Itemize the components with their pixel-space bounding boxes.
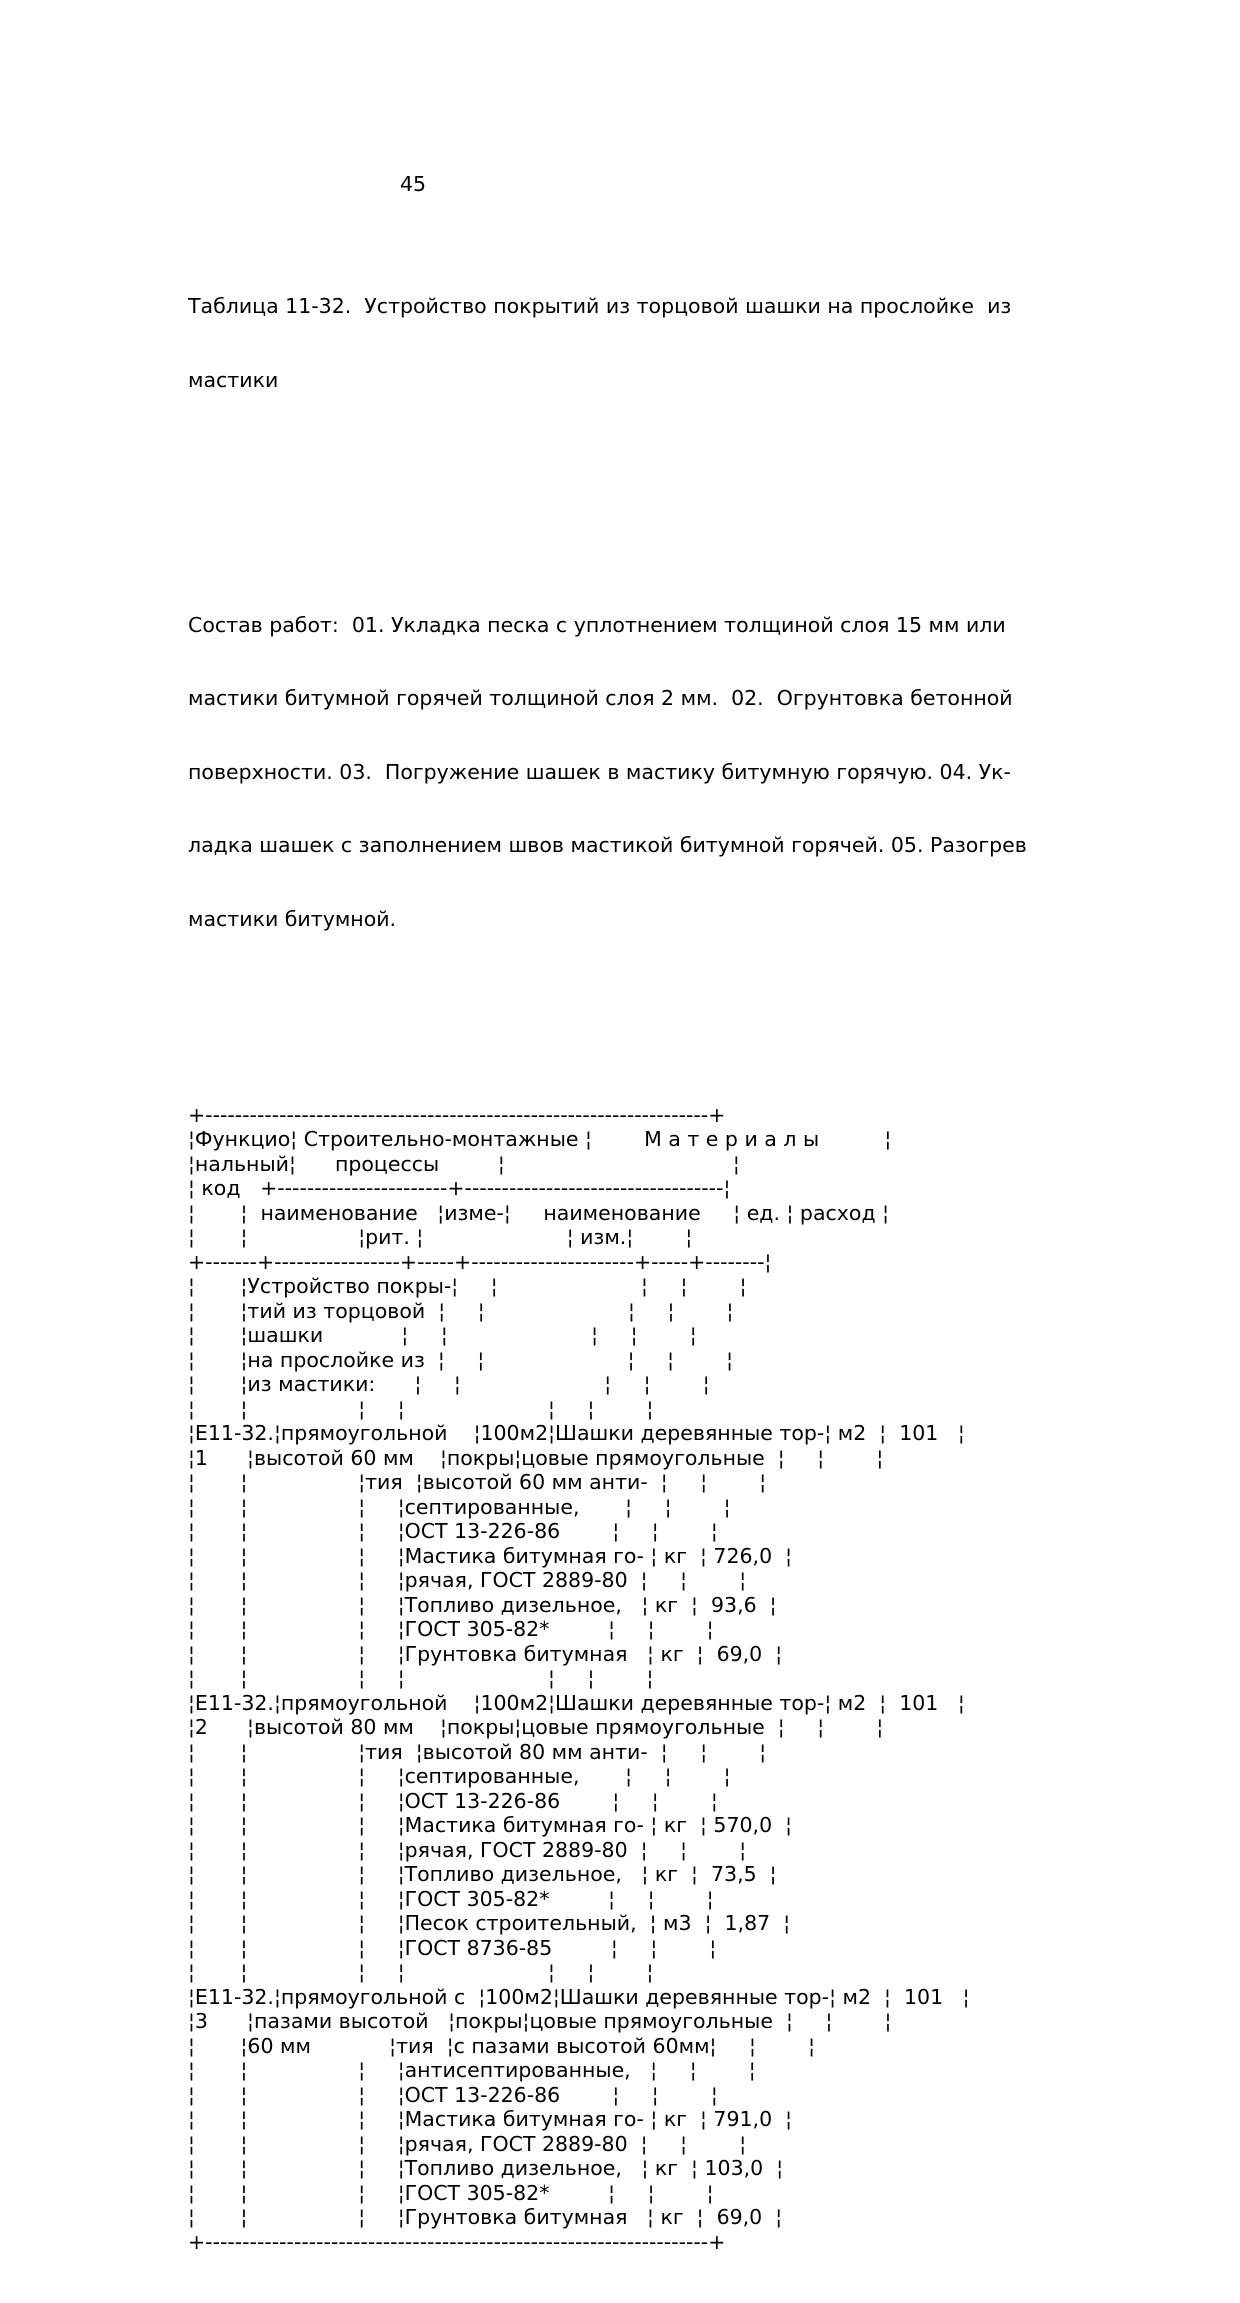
table-line: ¦ ¦тий из торцовой ¦ ¦ ¦ ¦ ¦ <box>188 1298 734 1323</box>
table-line: ¦ ¦ ¦ ¦антисептированные, ¦ ¦ ¦ <box>188 2058 756 2082</box>
table-line: ¦ ¦ ¦ ¦ОСТ 13-226-86 ¦ ¦ ¦ <box>188 2082 718 2107</box>
table-line: ¦ ¦ ¦ ¦Топливо дизельное, ¦ кг ¦ 103,0 ¦ <box>188 2156 784 2180</box>
table-line: ¦ ¦ ¦ ¦ГОСТ 305-82* ¦ ¦ ¦ <box>188 2180 714 2205</box>
table-line: ¦ ¦ ¦ ¦ОСТ 13-226-86 ¦ ¦ ¦ <box>188 1788 718 1813</box>
table-line: ¦ ¦ ¦ ¦Топливо дизельное, ¦ кг ¦ 93,6 ¦ <box>188 1592 777 1617</box>
work-composition <box>188 564 1027 981</box>
table-line: ¦Е11-32.¦прямоугольной ¦100м2¦Шашки деревянные тор-¦ м2 ¦ 101 ¦ <box>188 1690 965 1715</box>
title-line: Таблица 11-32. Устройство покрытий из торцовой шашки на прослойке из <box>188 294 1012 318</box>
table-line: ¦ ¦ ¦тия ¦высотой 80 мм анти- ¦ ¦ ¦ <box>188 1739 767 1764</box>
table-line: ¦2 ¦высотой 80 мм ¦покры¦цовые прямоугольные ¦ ¦ ¦ <box>188 1715 884 1739</box>
work-composition-line: мастики битумной горячей толщиной слоя 2 мм. 02. Огрунтовка бетонной <box>188 686 1013 710</box>
table-line: ¦ ¦ ¦ ¦Грунтовка битумная ¦ кг ¦ 69,0 ¦ <box>188 2205 783 2229</box>
table-line: ¦ ¦ ¦рит. ¦ ¦ изм.¦ ¦ <box>188 1225 693 1249</box>
table-line: ¦ ¦ ¦ ¦Грунтовка битумная ¦ кг ¦ 69,0 ¦ <box>188 1641 783 1666</box>
table-line: ¦ ¦ ¦ ¦ ¦ ¦ ¦ <box>188 1396 654 1421</box>
work-composition-line: Состав работ: 01. Укладка песка с уплотнением толщиной слоя 15 мм или <box>188 612 1006 637</box>
table-line: ¦ ¦ ¦ ¦Мастика битумная го- ¦ кг ¦ 726,0 ¦ <box>188 1543 793 1568</box>
materials-table <box>188 1103 1027 2255</box>
table-line: ¦1 ¦высотой 60 мм ¦покры¦цовые прямоугольные ¦ ¦ ¦ <box>188 1445 884 1470</box>
table-line: ¦ ¦ ¦ ¦септированные, ¦ ¦ ¦ <box>188 1494 731 1519</box>
table-line: ¦ ¦ ¦ ¦ ¦ ¦ ¦ <box>188 1960 654 1984</box>
table-line: ¦ ¦ ¦ ¦рячая, ГОСТ 2889-80 ¦ ¦ ¦ <box>188 2131 747 2156</box>
table-line: ¦ ¦ наименование ¦изме-¦ наименование ¦ ед. ¦ расход ¦ <box>188 1200 890 1225</box>
table-line: ¦ ¦из мастики: ¦ ¦ ¦ ¦ ¦ <box>188 1372 710 1396</box>
table-line: +-------+-----------------+-----+----------------------+-----+--------¦ <box>188 1249 772 1274</box>
table-line: ¦ ¦60 мм ¦тия ¦с пазами высотой 60мм¦ ¦ ¦ <box>188 2033 815 2058</box>
page-number: 45 <box>400 172 427 196</box>
table-line: ¦ код +-----------------------+-----------------------------------¦ <box>188 1176 731 1200</box>
table-line: ¦ ¦ ¦ ¦септированные, ¦ ¦ ¦ <box>188 1764 731 1788</box>
table-line: ¦ ¦ ¦ ¦Мастика битумная го- ¦ кг ¦ 791,0 ¦ <box>188 2107 793 2131</box>
table-line: ¦ ¦ ¦ ¦ОСТ 13-226-86 ¦ ¦ ¦ <box>188 1519 718 1543</box>
table-line: ¦ ¦ ¦тия ¦высотой 60 мм анти- ¦ ¦ ¦ <box>188 1470 767 1494</box>
table-line: ¦ ¦на прослойке из ¦ ¦ ¦ ¦ ¦ <box>188 1347 734 1372</box>
work-composition-line: ладка шашек с заполнением швов мастикой битумной горячей. 05. Разогрев <box>188 833 1027 857</box>
title-line: мастики <box>188 367 279 392</box>
work-composition-line: мастики битумной. <box>188 906 397 931</box>
table-line: +--------------------------------------------------------------------+ <box>188 1102 726 1127</box>
table-title <box>188 245 1027 441</box>
table-line: ¦ ¦ ¦ ¦ГОСТ 305-82* ¦ ¦ ¦ <box>188 1886 714 1911</box>
table-line: ¦нальный¦ процессы ¦ ¦ <box>188 1151 740 1176</box>
table-line: ¦ ¦ ¦ ¦рячая, ГОСТ 2889-80 ¦ ¦ ¦ <box>188 1837 747 1862</box>
blank-line <box>188 490 1027 515</box>
table-line: ¦ ¦ ¦ ¦рячая, ГОСТ 2889-80 ¦ ¦ ¦ <box>188 1568 747 1592</box>
table-line: ¦ ¦ ¦ ¦ ¦ ¦ ¦ <box>188 1666 654 1690</box>
table-line: ¦3 ¦пазами высотой ¦покры¦цовые прямоугольные ¦ ¦ ¦ <box>188 2009 892 2033</box>
table-line: ¦ ¦шашки ¦ ¦ ¦ ¦ ¦ <box>188 1323 697 1347</box>
table-line: ¦Е11-32.¦прямоугольной ¦100м2¦Шашки деревянные тор-¦ м2 ¦ 101 ¦ <box>188 1421 965 1445</box>
table-line: ¦ ¦ ¦ ¦Мастика битумная го- ¦ кг ¦ 570,0 ¦ <box>188 1813 793 1837</box>
table-line: ¦ ¦Устройство покры-¦ ¦ ¦ ¦ ¦ <box>188 1274 747 1298</box>
table-line: ¦ ¦ ¦ ¦Топливо дизельное, ¦ кг ¦ 73,5 ¦ <box>188 1862 777 1886</box>
blank-line <box>188 1029 1027 1054</box>
table-line: ¦Е11-32.¦прямоугольной с ¦100м2¦Шашки деревянные тор-¦ м2 ¦ 101 ¦ <box>188 1984 970 2009</box>
document-body <box>188 196 1027 2303</box>
table-line: +--------------------------------------------------------------------+ <box>188 2229 726 2254</box>
work-composition-line: поверхности. 03. Погружение шашек в мастику битумную горячую. 04. Ук- <box>188 759 1011 784</box>
table-line: ¦ ¦ ¦ ¦ГОСТ 8736-85 ¦ ¦ ¦ <box>188 1935 717 1960</box>
table-line: ¦ ¦ ¦ ¦ГОСТ 305-82* ¦ ¦ ¦ <box>188 1617 714 1641</box>
table-line: ¦ ¦ ¦ ¦Песок строительный, ¦ м3 ¦ 1,87 ¦ <box>188 1911 791 1935</box>
table-line: ¦Функцио¦ Строительно-монтажные ¦ М а т е р и а л ы ¦ <box>188 1127 892 1151</box>
